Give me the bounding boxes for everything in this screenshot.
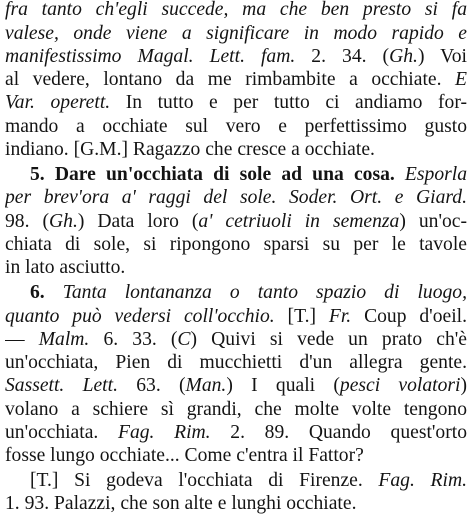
body-text: al vedere, lontano da me rimbambite a occhiate. (5, 69, 456, 90)
text-line (30, 469, 467, 492)
italic-text: Sassett. Lett. (5, 375, 118, 396)
italic-text: pesci volatori (339, 375, 461, 396)
text-line (5, 256, 467, 279)
text-line (5, 374, 467, 397)
body-text: Coup d'oeil. (351, 306, 467, 327)
body-text: in lato asciutto. (5, 257, 126, 278)
body-text: 6. 33. ( (89, 329, 178, 350)
italic-text: C (177, 329, 191, 350)
text-line (5, 186, 467, 209)
body-text: mando a occhiate sul vero e perfettissimo gusto (5, 116, 467, 137)
italic-text: Gh. (389, 46, 418, 67)
body-text: ) Quivi si vede un prato ch'è (190, 329, 467, 350)
italic-text: per brev'ora a' raggi del sole. Soder. Ort. e Giard. (5, 187, 467, 208)
text-line (5, 444, 467, 467)
italic-text: Fr. (328, 306, 352, 327)
italic-text: Esporla (394, 164, 467, 185)
body-text: ) Voi (417, 46, 467, 67)
text-line (5, 115, 467, 138)
text-line (5, 351, 467, 374)
text-line (5, 305, 467, 328)
italic-text: a' cetriuoli in semenza (198, 211, 400, 232)
text-line (5, 492, 467, 515)
body-text: 98. ( (5, 211, 49, 232)
body-text: 1. 93. Palazzi, che son alte e lunghi occhiate. (5, 493, 357, 514)
italic-text: E (455, 69, 467, 90)
body-text: fosse lungo occhiate... Come c'entra il Fattor? (5, 445, 364, 466)
text-line (5, 210, 467, 233)
italic-text: Malm. (38, 329, 90, 350)
text-line (5, 68, 467, 91)
body-text: In tutto e per tutto ci andiamo for- (110, 92, 467, 113)
body-text: ) (460, 375, 467, 396)
body-text: indiano. [G.M.] Ragazzo che cresce a occhiate. (5, 139, 375, 160)
text-line (5, 398, 467, 421)
text-line (5, 138, 467, 161)
italic-text: valese, onde viene a significare in modo rapido e (5, 23, 467, 44)
italic-text: Gh. (49, 211, 78, 232)
body-text: ) un'oc- (399, 211, 467, 232)
text-line (5, 0, 467, 21)
italic-text: Fag. Rim. (378, 470, 467, 491)
italic-text: Man. (185, 375, 227, 396)
body-text: ) I quali ( (226, 375, 340, 396)
body-text: 2. 89. Quando quest'orto (210, 422, 467, 443)
body-text: — (5, 329, 39, 350)
text-line (30, 163, 467, 186)
italic-text: Tanta lontananza o tanto spazio di luogo, (62, 282, 467, 303)
text-line (5, 328, 467, 351)
italic-text: Fag. Rim. (117, 422, 211, 443)
body-text: [T.] Si godeva l'occhiata di Firenze. (30, 470, 379, 491)
body-text: 63. ( (117, 375, 186, 396)
text-line (5, 421, 467, 444)
italic-text: quanto può vedersi coll'occhio. (5, 306, 275, 327)
text-line (5, 22, 467, 45)
text-line (30, 281, 467, 304)
italic-text: manifestissimo Magal. Lett. fam. (5, 46, 296, 67)
entry-heading: 5. Dare un'occhiata di sole ad una cosa. (30, 164, 395, 185)
italic-text: fra tanto ch'egli succede, ma che ben presto si fa (5, 0, 467, 20)
body-text: [T.] (274, 306, 329, 327)
body-text: un'occhiata. (5, 422, 118, 443)
entry-heading: 6. (30, 282, 63, 303)
text-line (5, 45, 467, 68)
body-text: volano a schiere sì grandi, che molte volte tengono (5, 399, 467, 420)
text-line (5, 233, 467, 256)
body-text: 2. 34. ( (295, 46, 390, 67)
body-text: ) Data loro ( (77, 211, 199, 232)
body-text: chiata di sole, si ripongono sparsi su per le tavole (5, 234, 467, 255)
italic-text: Var. operett. (5, 92, 111, 113)
text-line (5, 91, 467, 114)
body-text: un'occhiata, Pien di mucchietti d'un allegra gente. (5, 352, 467, 373)
